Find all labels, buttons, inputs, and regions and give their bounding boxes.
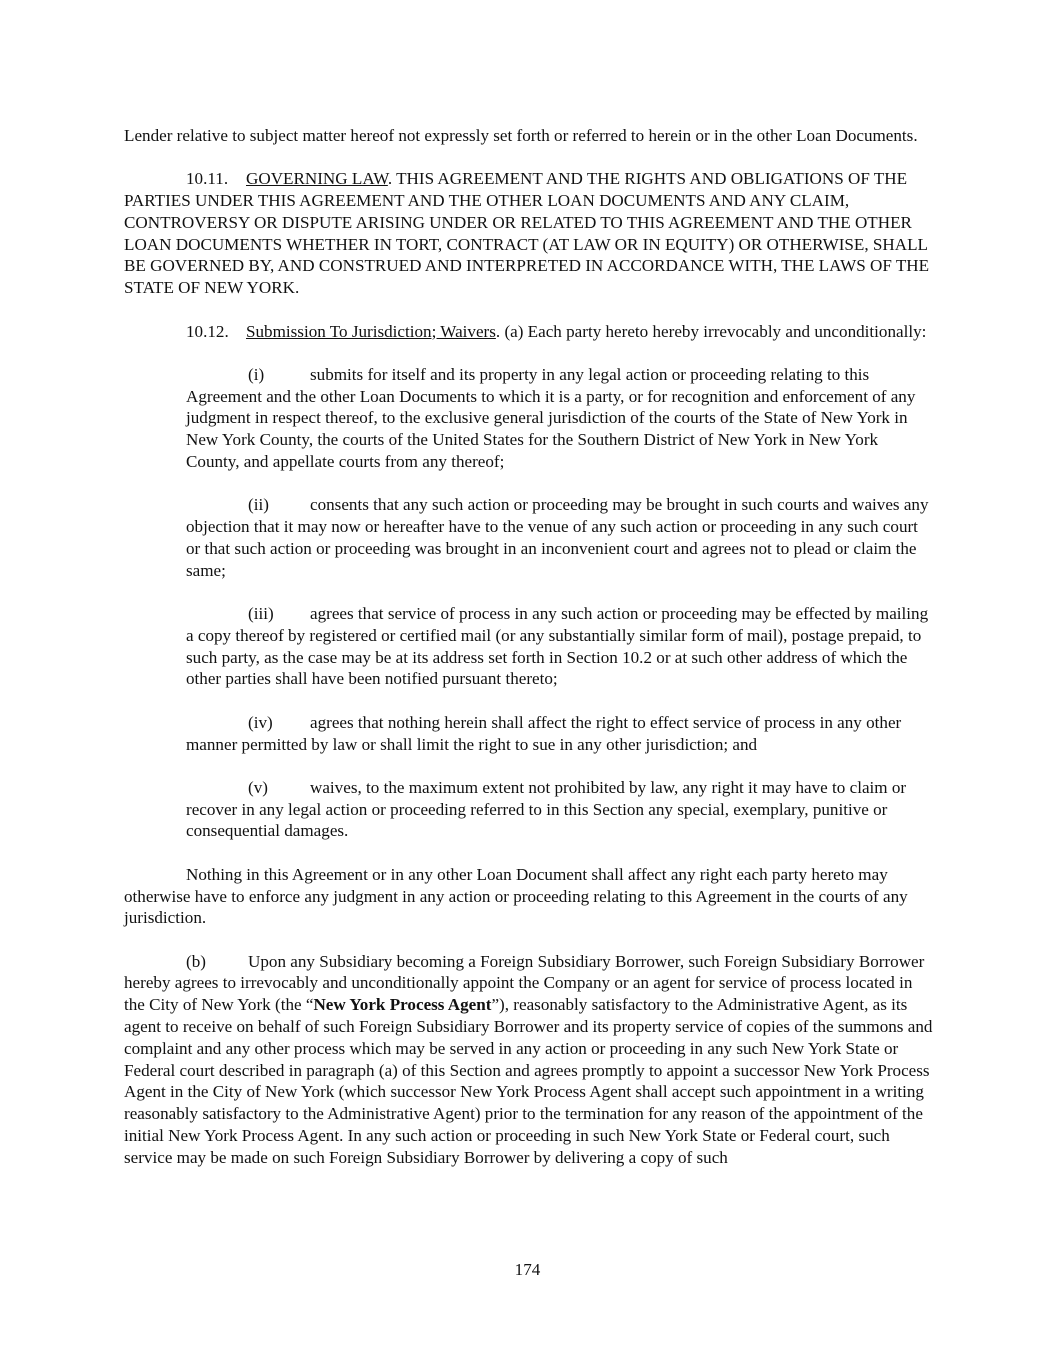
list-item [186, 603, 934, 690]
paragraph-text-part1: Upon any Subsidiary becoming a Foreign Subsidiary Borrower, such Foreign Subsidiary Borrower hereby agrees to irrevocably and unconditionally appoint the Company or an agent for service of process located in the City of New York (the “ [124, 951, 925, 1015]
defined-term: New York Process Agent [313, 995, 492, 1015]
section-heading: Submission To Jurisdiction; Waivers [246, 321, 496, 341]
item-text: agrees that nothing herein shall affect the right to effect service of process in any other manner permitted by law or shall limit the right to sue in any other jurisdiction; and [186, 712, 902, 754]
paragraph-number: (b) [186, 951, 206, 971]
item-number: (v) [248, 777, 268, 797]
section-10-12 [124, 321, 934, 343]
paragraph-text-part2: ”), reasonably satisfactory to the Administrative Agent, as its agent to receive on behalf of such Foreign Subsidiary Borrower and its property service of copies of the summons and complaint and any other process which may be served in any action or proceeding in any such New York State or Federal court described in paragraph (a) of this Section and agrees promptly to appoint a successor New York Process Agent in the City of New York (which successor New York Process Agent shall accept such appointment in a writing reasonably satisfactory to the Administrative Agent) prior to the termination for any reason of the appointment of the initial New York Process Agent. In any such action or proceeding in such New York State or Federal court, such service may be made on such Foreign Subsidiary Borrower by delivering a copy of such [124, 995, 933, 1167]
section-heading: GOVERNING LAW [246, 169, 388, 189]
item-number: (ii) [248, 495, 269, 515]
section-10-11 [124, 168, 934, 299]
item-text: consents that any such action or proceeding may be brought in such courts and waives any objection that it may now or hereafter have to the venue of any such action or proceeding in any such court or that such action or proceeding was brought in an inconvenient court and agrees not to plead or claim the same; [186, 495, 929, 580]
section-text: . (a) Each party hereto hereby irrevocably and unconditionally: [495, 321, 927, 341]
section-number: 10.12. [186, 321, 229, 341]
list-item [186, 364, 934, 473]
page-number: 174 [514, 1260, 541, 1279]
document-page [124, 125, 934, 1190]
item-text: waives, to the maximum extent not prohibited by law, any right it may have to claim or recover in any legal action or proceeding referred to in this Section any special, exemplary, punitive or consequential damages. [186, 777, 907, 841]
list-item [186, 712, 934, 756]
list-item [186, 494, 934, 581]
section-number: 10.11. [186, 169, 229, 189]
paragraph-b [124, 951, 934, 1169]
item-number: (i) [248, 364, 265, 384]
nothing-paragraph: Nothing in this Agreement or in any other Loan Document shall affect any right each party hereto may otherwise have to enforce any judgment in any action or proceeding relating to this Agreement in the courts of any jurisdiction. [124, 864, 908, 928]
item-text: submits for itself and its property in any legal action or proceeding relating to this Agreement and the other Loan Documents to which it is a party, or for recognition and enforcement of any judgment in respect thereof, to the exclusive general jurisdiction of the courts of the State of New York in New York County, the courts of the United States for the Southern District of New York in New York County, and appellate courts from any thereof; [186, 364, 916, 472]
list-item [186, 777, 934, 842]
item-number: (iv) [248, 712, 273, 732]
section-text: . THIS AGREEMENT AND THE RIGHTS AND OBLIGATIONS OF THE PARTIES UNDER THIS AGREEMENT AND THE OTHER LOAN DOCUMENTS AND ANY CLAIM, CONTROVERSY OR DISPUTE ARISING UNDER OR RELATED TO THIS AGREEMENT AND THE OTHER LOAN DOCUMENTS WHETHER IN TORT, CONTRACT (AT LAW OR IN EQUITY) OR OTHERWISE, SHALL BE GOVERNED BY, AND CONSTRUED AND INTERPRETED IN ACCORDANCE WITH, THE LAWS OF THE STATE OF NEW YORK. [124, 169, 930, 298]
item-text: agrees that service of process in any such action or proceeding may be effected by mailing a copy thereof by registered or certified mail (or any substantially similar form of mail), postage prepaid, to such party, as the case may be at its address set forth in Section 10.2 or at such other address of which the other parties shall have been notified pursuant thereto; [186, 604, 929, 689]
continuation-paragraph: Lender relative to subject matter hereof not expressly set forth or referred to herein or in the other Loan Documents. [124, 126, 918, 145]
item-number: (iii) [248, 604, 274, 624]
